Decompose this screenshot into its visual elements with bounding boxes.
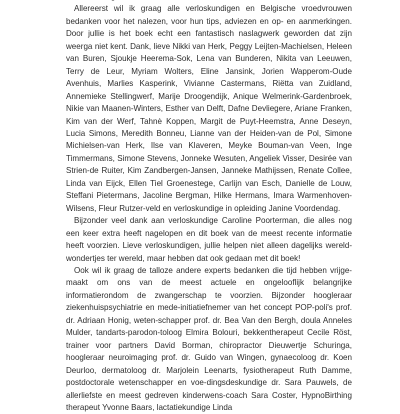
paragraph: Bijzonder veel dank aan verloskundige Caroline Poorterman, die alles nog een keer extra heeft nagelopen en dit boek van de meest recente informatie heeft voorzien. Lieve verloskundigen, jullie helpen niet alleen dagelijks wereld-wondertjes ter wereld, maar hebben dat ook gedaan met dit boek! xyxy=(66,216,352,263)
document-page xyxy=(66,0,352,414)
paragraph: Allereerst wil ik graag alle verloskundigen en Belgische vroedvrouwen bedanken voor het nalezen, voor hun tips, adviezen en op- en aanmerkingen. Door jullie is het boek echt een fantastisch naslagwerk geworden dat zijn weerga niet kent. Dank, lieve Nikki van Herk, Peggy Leijten-Machielsen, Heleen van Buren, Sjoukje Heerema-Sok, Lena van Bunderen, Nikita van Leeuwen, Terry de Leur, Myriam Wolters, Eline Jansink, Jorien Wapperom-Oude Avenhuis, Marlies Kasperink, Vivianne Castermans, Riëtta van Zuidland, Annemieke Stellingwerf, Marije Droogendijk, Anique Welmerink-Gardenbroek, Nikie van Maanen-Winters, Esther van Delft, Dafne Devliegere, Ariane Franken, Kim van der Werf, Tahnė Koppen, Margit de Puyt-Heemstra, Anne Deseyn, Lucia Simons, Meredith Bonneu, Lianne van der Heiden-van de Pol, Simone Michielsen-van Herk, Ilse van Klaveren, Meyke Bouman-van Veen, Inge Timmermans, Simone Stevens, Jonneke Wesuten, Angeliek Visser, Desirée van Strien-de Ruiter, Kim Zandbergen-Jansen, Janneke Mathijssen, Renate Collee, Linda van Eijck, Ellen Tiel Groenestege, Carlijn van Esch, Danielle de Louw, Steffani Pietermans, Jacoline Bergman, Hilke Hermans, Imara Warmenhoven-Wilsens, Fleur Rutzer-veld en verloskundige in opleiding Janine Voordendag. xyxy=(66,4,352,213)
paragraph: Ook wil ik graag de talloze andere experts bedanken die tijd hebben vrijge-maakt om ons van de meest actuele en ongelooflijk belangrijke informatierondom de zwangerschap te voorzien. Bijzonder hoogleraar ziekenhuispsychiatrie en mede-initiatiefnemer van het concept POP-poli's prof. dr. Adriaan Honig, weten-schapper prof. dr. Bea Van den Bergh, doula Anneles Mulder, tandarts-parodon-toloog Elmira Bolouri, bekkentherapeut Cecile Röst, trainer voor partners David Borman, chiropractor Dieuwertje Schuringa, hoogleraar neuroimaging prof. dr. Guido van Wingen, gynaecoloog dr. Koen Deurloo, dermatoloog dr. Marjolein Leenarts, fysiotherapeut Ruth Damme, postdoctorale wetenschapper en voe-dingsdeskundige dr. Sara Pauwels, de allerliefste en meest gedreven kinderwens-coach Sara Coster, HypnoBirthing therapeut Yvonne Baars, lactatiekundige Linda xyxy=(66,265,352,412)
